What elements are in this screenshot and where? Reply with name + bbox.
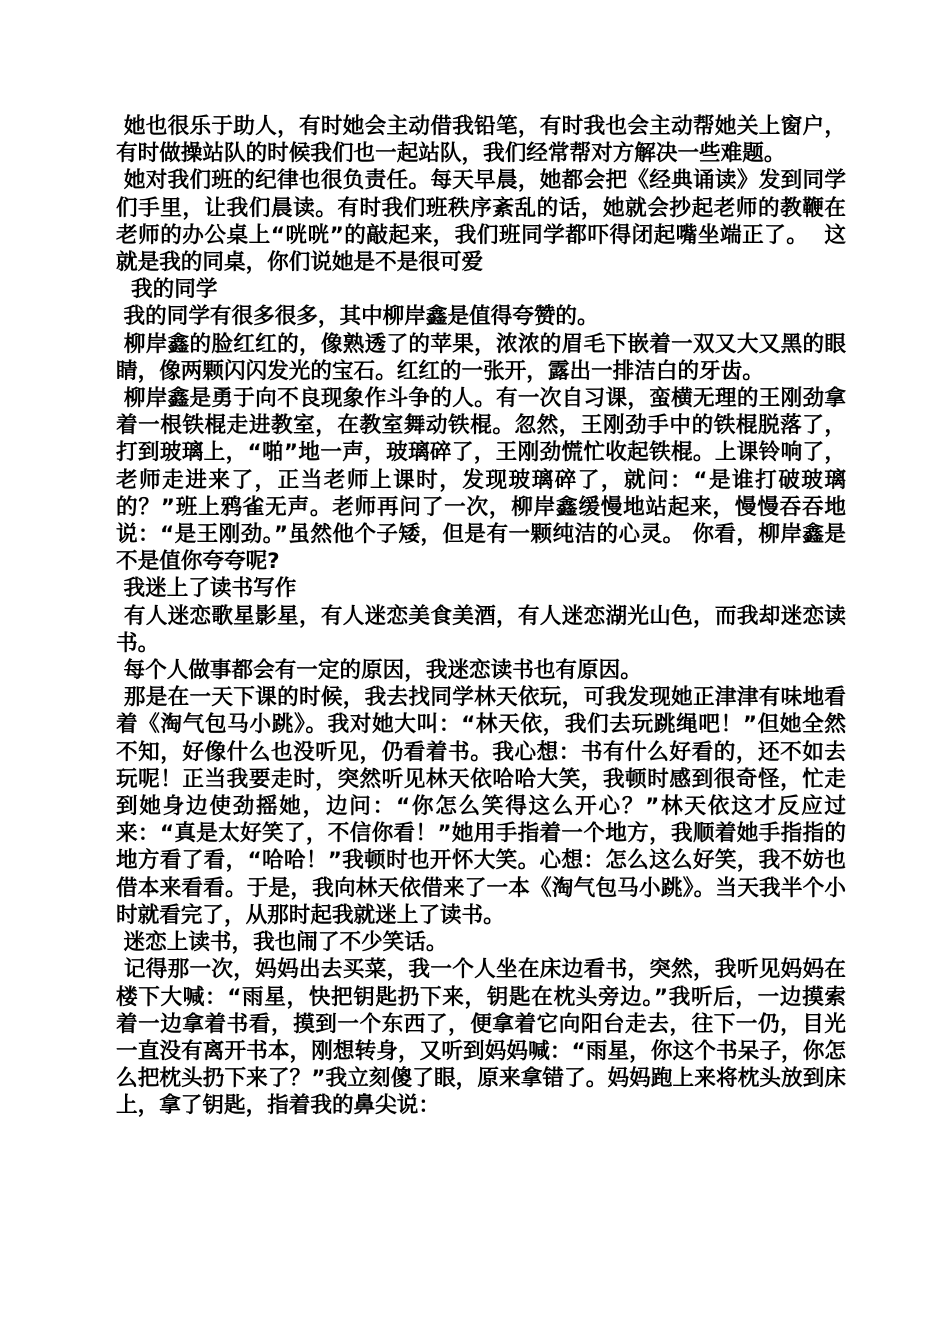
section-heading: 我的同学 xyxy=(116,277,218,303)
paragraph: 柳岸鑫的脸红红的，像熟透了的苹果，浓浓的眉毛下嵌着一双又大又黑的眼睛，像两颗闪闪发光的宝石。红红的一张开，露出一排洁白的牙齿。 xyxy=(116,331,846,384)
paragraph: 她对我们班的纪律也很负责任。每天早晨，她都会把《经典诵读》发到同学们手里，让我们晨读。有时我们班秩序紊乱的话，她就会抄起老师的教鞭在老师的办公桌上“咣咣”的敲起来，我们班同学都吓得闭起嘴坐端正了。 这就是我的同桌，你们说她是不是很可爱 xyxy=(116,168,846,276)
section-heading: 我迷上了读书写作 xyxy=(116,576,297,602)
paragraph: 迷恋上读书，我也闹了不少笑话。 xyxy=(116,930,448,956)
paragraph: 柳岸鑫是勇于向不良现象作斗争的人。有一次自习课，蛮横无理的王刚劲拿着一根铁棍走进教室，在教室舞动铁棍。忽然，王刚劲手中的铁棍脱落了，打到玻璃上，“啪”地一声，玻璃碎了，王刚劲慌忙收起铁棍。上课铃响了，老师走进来了，正当老师上课时，发现玻璃碎了，就问：“是谁打破玻璃的？”班上鸦雀无声。老师再问了一次，柳岸鑫缓慢地站起来，慢慢吞吞地说：“是王刚劲。”虽然他个子矮，但是有一颗纯洁的心灵。 你看，柳岸鑫是不是值你夸夸呢? xyxy=(116,386,846,575)
paragraph: 有人迷恋歌星影星，有人迷恋美食美酒，有人迷恋湖光山色，而我却迷恋读书。 xyxy=(116,603,846,656)
paragraph: 记得那一次，妈妈出去买菜，我一个人坐在床边看书，突然，我听见妈妈在楼下大喊：“雨星，快把钥匙扔下来，钥匙在枕头旁边。”我听后，一边摸索着一边拿着书看，摸到一个东西了，便拿着它向阳台走去，往下一仍，目光一直没有离开书本，刚想转身，又听到妈妈喊：“雨星，你这个书呆子，你怎么把枕头扔下来了？”我立刻傻了眼，原来拿错了。妈妈跑上来将枕头放到床上，拿了钥匙，指着我的鼻尖说： xyxy=(116,957,846,1119)
paragraph: 她也很乐于助人，有时她会主动借我铅笔，有时我也会主动帮她关上窗户，有时做操站队的时候我们也一起站队，我们经常帮对方解决一些难题。 xyxy=(116,114,846,167)
document-page xyxy=(116,113,846,1120)
paragraph: 我的同学有很多很多，其中柳岸鑫是值得夸赞的。 xyxy=(116,304,599,330)
paragraph: 那是在一天下课的时候，我去找同学林天依玩，可我发现她正津津有味地看着《淘气包马小跳》。我对她大叫：“林天依，我们去玩跳绳吧！”但她全然不知，好像什么也没听见，仍看着书。我心想：书有什么好看的，还不如去玩呢！正当我要走时，突然听见林天依哈哈大笑，我顿时感到很奇怪，忙走到她身边使劲摇她，边问：“你怎么笑得这么开心？”林天依这才反应过来：“真是太好笑了，不信你看！”她用手指着一个地方，我顺着她手指指的地方看了看，“哈哈！”我顿时也开怀大笑。心想：怎么这么好笑，我不妨也借本来看看。于是，我向林天依借来了一本《淘气包马小跳》。当天我半个小时就看完了，从那时起我就迷上了读书。 xyxy=(116,685,846,928)
paragraph: 每个人做事都会有一定的原因，我迷恋读书也有原因。 xyxy=(116,658,642,684)
